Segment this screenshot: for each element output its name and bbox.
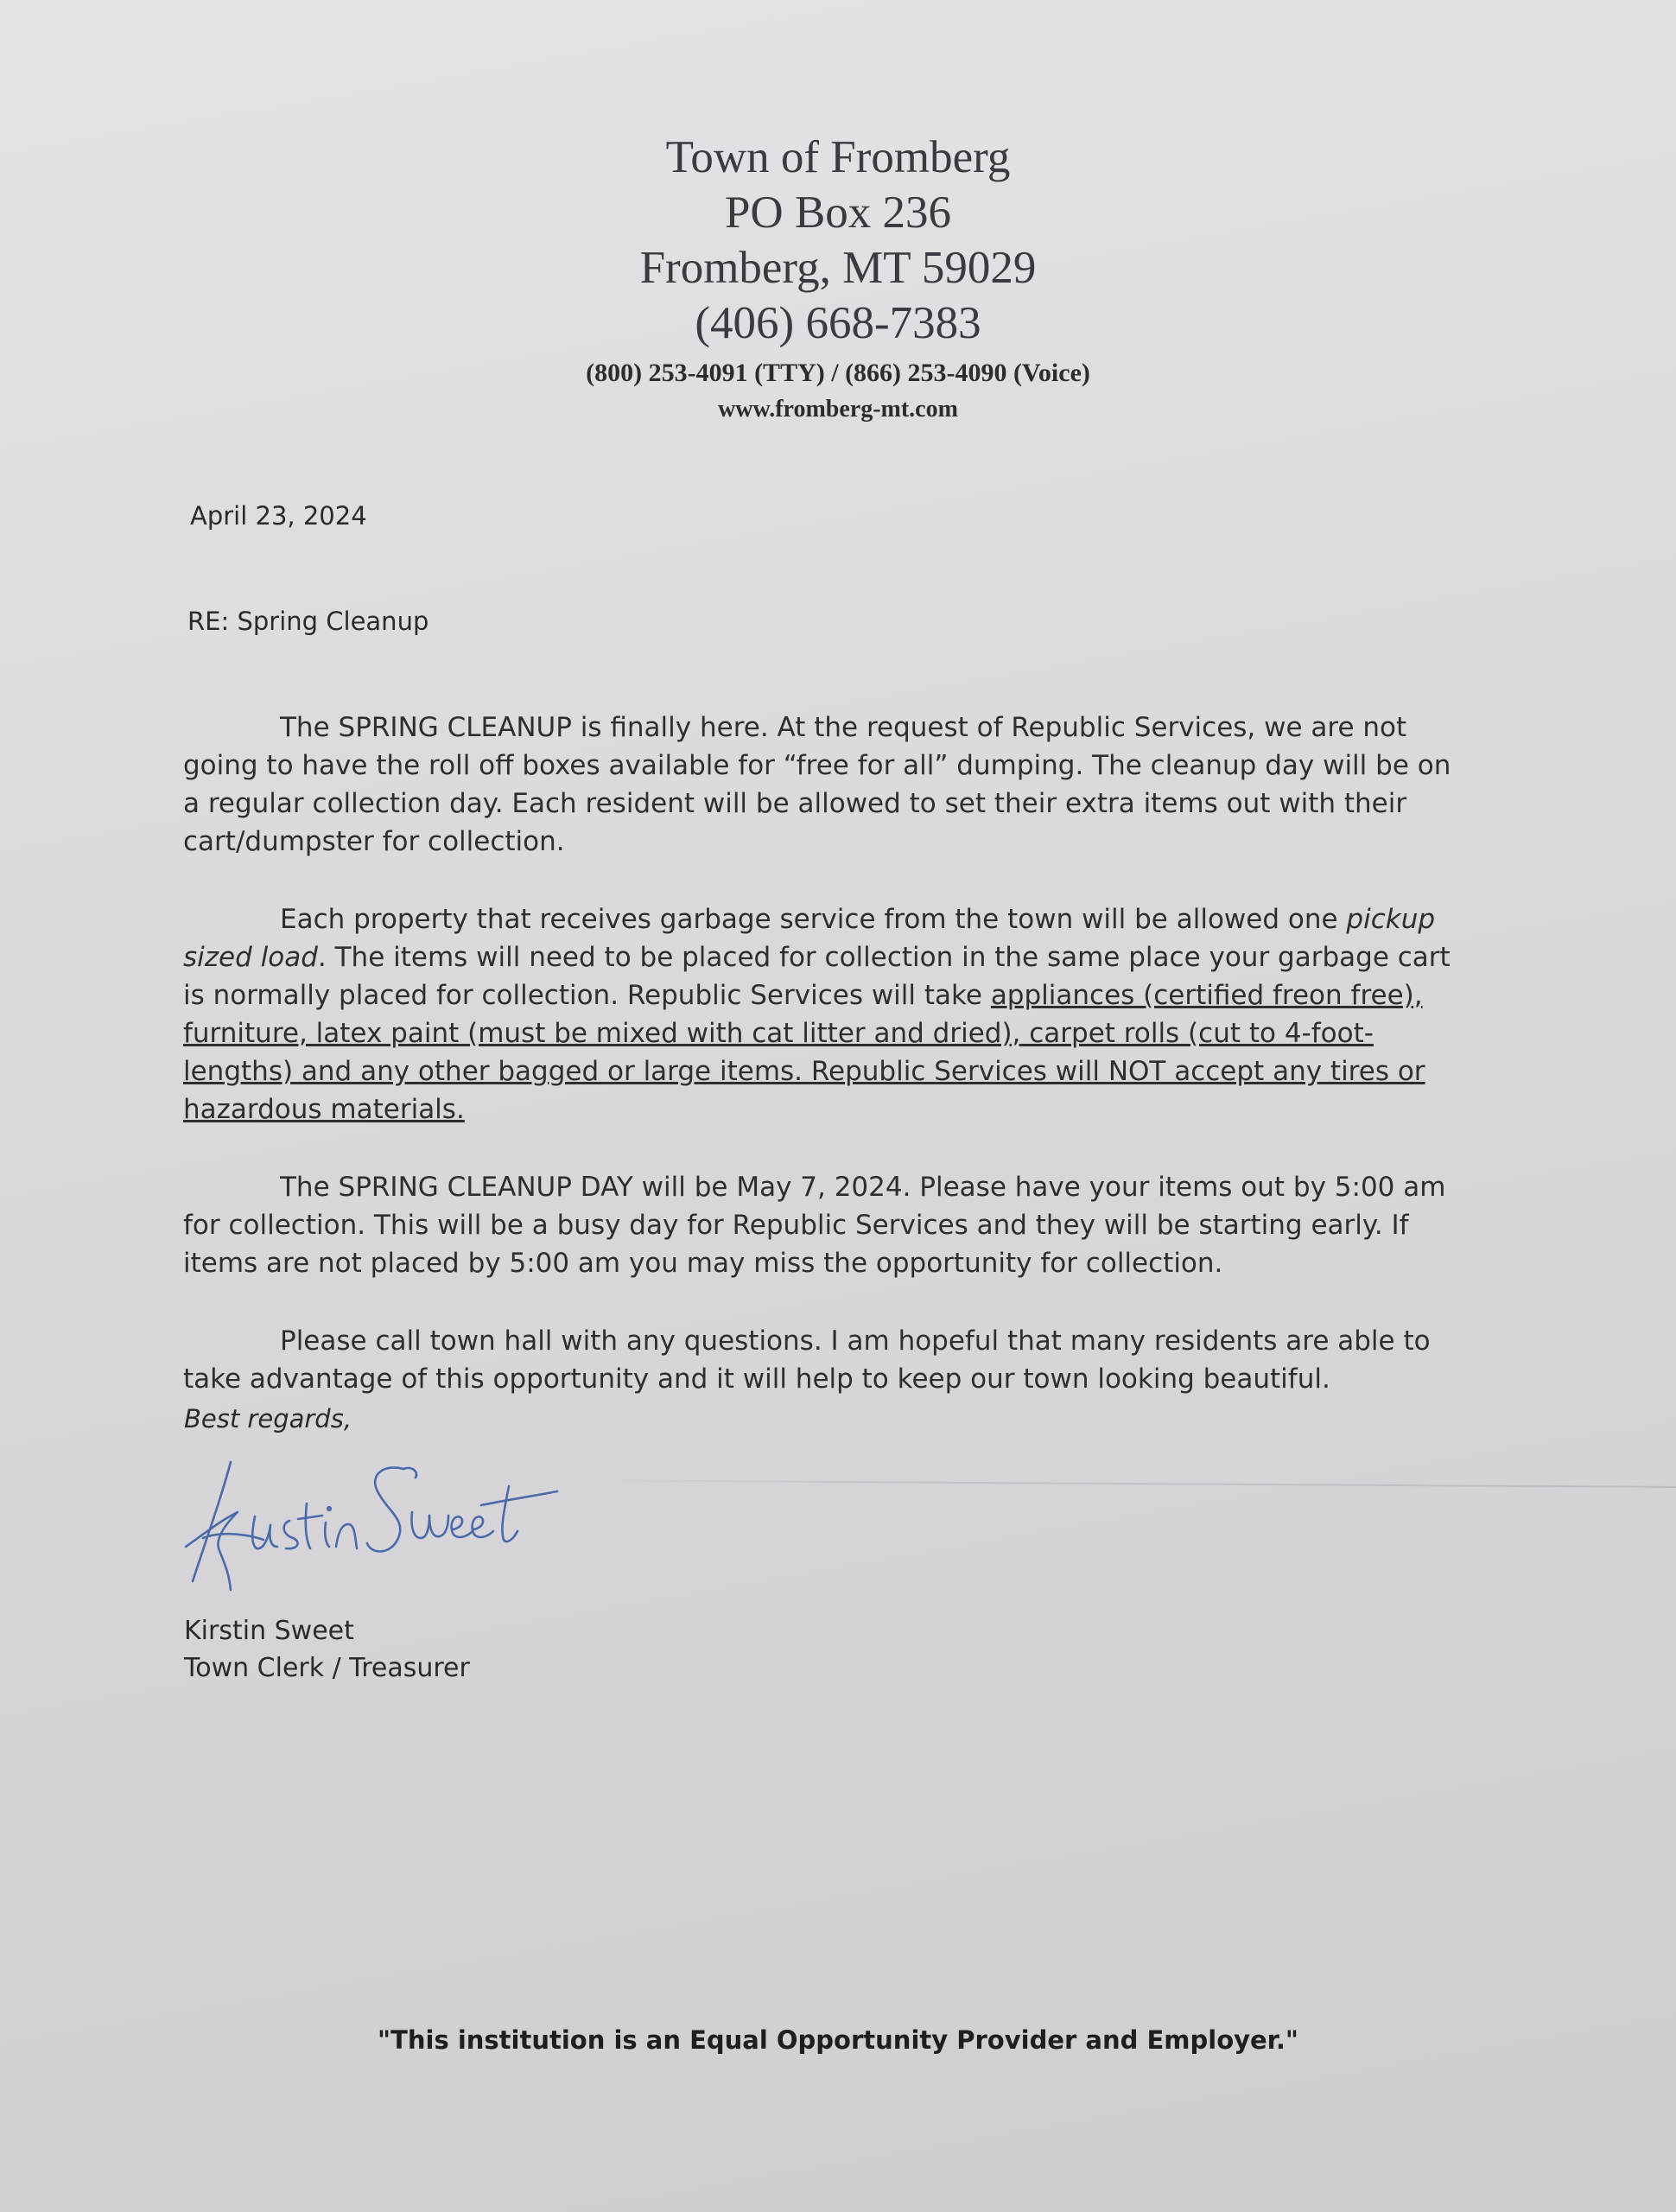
letter-subject: RE: Spring Cleanup bbox=[187, 607, 429, 636]
handwritten-signature bbox=[177, 1452, 583, 1599]
signer-title: Town Clerk / Treasurer bbox=[184, 1653, 470, 1683]
paragraph-pickup-rules bbox=[183, 900, 1462, 1128]
letterhead-phone: (406) 668-7383 bbox=[695, 298, 981, 348]
letterhead-city-state-zip: Fromberg, MT 59029 bbox=[639, 243, 1037, 293]
paragraph-pickup-text-a: Each property that receives garbage service from the town will be allowed one bbox=[280, 904, 1347, 935]
paragraph-intro: The SPRING CLEANUP is finally here. At the request of Republic Services, we are not going to have the roll off boxes available for “free for all” dumping. The cleanup day will be on a regular collection day. Each resident will be allowed to set their extra items out with their cart/dumpster for collection. bbox=[183, 712, 1451, 857]
paragraph-pickup-text-b: . The items will need to be placed for collection in the same place your garbage cart is normally placed for collection. Republic Services will take bbox=[183, 942, 1451, 1011]
letter-body bbox=[183, 709, 1462, 1438]
letterhead-po-box: PO Box 236 bbox=[724, 188, 952, 238]
paragraph-cleanup-day: The SPRING CLEANUP DAY will be May 7, 2024. Please have your items out by 5:00 am for collection. This will be a busy day for Republic Services and they will be starting early. If items are not placed by 5:00 am you may miss the opportunity for collection. bbox=[183, 1172, 1446, 1279]
paper-fold-crease bbox=[553, 1479, 1676, 1488]
equal-opportunity-footer: "This institution is an Equal Opportunity Provider and Employer." bbox=[378, 2025, 1298, 2055]
paragraph-questions: Please call town hall with any questions. I am hopeful that many residents are able to take advantage of this opportunity and it will help to keep our town looking beautiful. bbox=[183, 1325, 1431, 1395]
paragraph-pickup-italic: pickup sized load bbox=[183, 904, 1436, 973]
signer-name: Kirstin Sweet bbox=[184, 1616, 354, 1646]
letterhead-org-name: Town of Fromberg bbox=[665, 132, 1011, 182]
paragraph-pickup-accepted-items: appliances (certified freon free), furniture, latex paint (must be mixed with cat litter and dried), carpet rolls (cut to 4-foot-lengths) and any other bagged or large items. Republic Services will NOT accept any tires or hazardous materials. bbox=[183, 980, 1425, 1125]
letterhead-tty-voice: (800) 253-4091 (TTY) / (866) 253-4090 (Voice) bbox=[586, 359, 1090, 387]
letter-date: April 23, 2024 bbox=[190, 501, 367, 531]
letterhead-website: www.fromberg-mt.com bbox=[718, 396, 958, 423]
closing-salutation: Best regards, bbox=[184, 1404, 352, 1433]
letterhead bbox=[0, 130, 1676, 427]
